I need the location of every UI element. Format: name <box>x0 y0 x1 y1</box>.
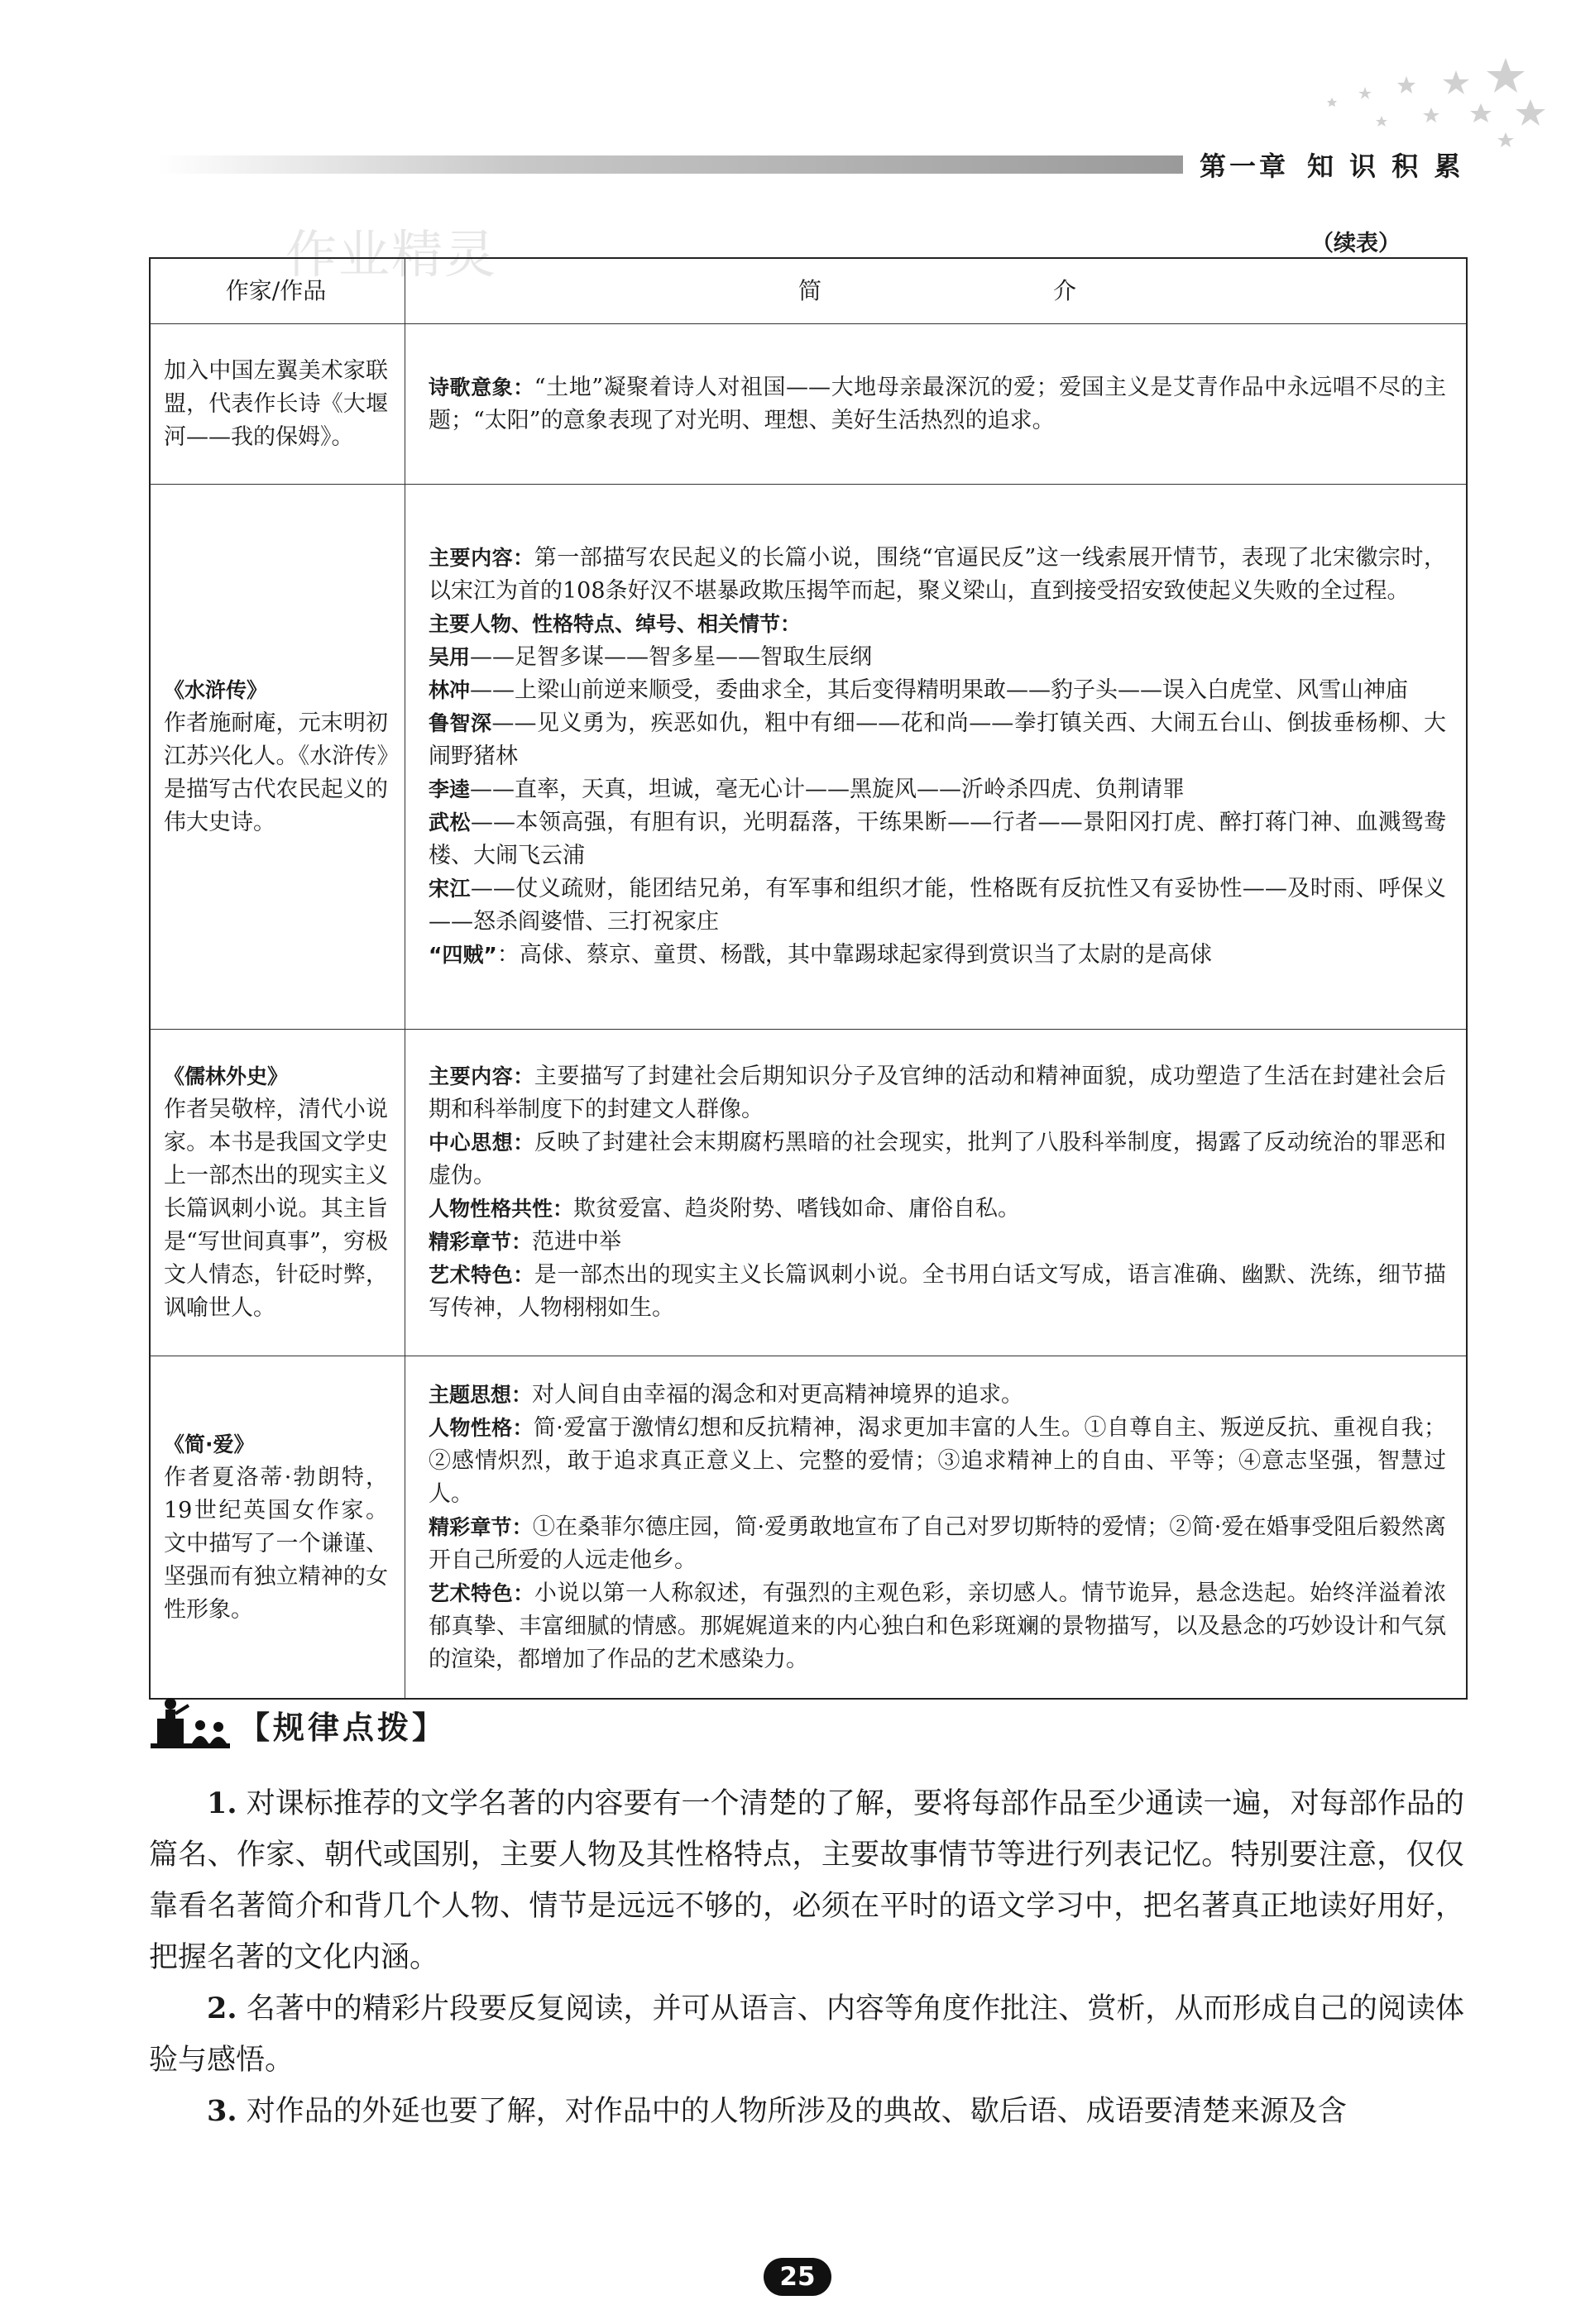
row-left-cell <box>151 1030 405 1356</box>
character-desc: ——见义勇为，疾恶如仇，粗中有细——花和尚——拳打镇关西、大闹五台山、倒拔垂杨柳、大闹野猪林 <box>429 710 1446 769</box>
character-desc: ——本领高强，有胆有识，光明磊落，干练果断——行者——景阳冈打虎、醉打蒋门神、血溅鸳鸯楼、大闹飞云浦 <box>429 810 1446 868</box>
character-desc: ：高俅、蔡京、童贯、杨戬，其中靠踢球起家得到赏识当了太尉的是高俅 <box>496 942 1212 968</box>
character-name: 林冲 <box>429 678 471 702</box>
character-name: 李逵 <box>429 777 471 801</box>
tip-paragraph <box>149 2086 1464 2137</box>
section-label: 主题思想： <box>429 1382 533 1407</box>
tip-number: 1. <box>207 1786 237 1820</box>
decorative-stars-icon <box>1158 25 1555 165</box>
row-left-cell <box>151 485 405 1029</box>
section-text: 简·爱富于激情幻想和反抗精神，渴求更加丰富的人生。①自尊自主、叛逆反抗、重视自我；②感情炽烈，敢于追求真正意义上、完整的爱情；③追求精神上的自由、平等；④意志坚强，智慧过人。 <box>429 1414 1446 1507</box>
col-header-intro-a: 简 <box>798 277 821 304</box>
row-right-cell <box>405 1356 1466 1698</box>
teacher-lecture-icon <box>149 1694 232 1752</box>
character-name: 吴用 <box>429 645 471 669</box>
row-left-cell <box>151 324 405 484</box>
section-label: 主要内容： <box>429 1064 534 1088</box>
section-text: ①在桑菲尔德庄园，简·爱勇敢地宣布了自己对罗切斯特的爱情；②简·爱在婚事受阻后毅然离开自己所爱的人远走他乡。 <box>429 1513 1446 1573</box>
section-label: 艺术特色： <box>429 1263 534 1287</box>
section-label: 艺术特色： <box>429 1580 534 1605</box>
table-row <box>151 484 1466 1029</box>
table-header-row <box>151 259 1466 323</box>
watermark: 作业精灵 <box>285 224 498 285</box>
section-label: 人物性格： <box>429 1415 534 1440</box>
row-right-cell <box>405 485 1466 1029</box>
row-right-cell <box>405 324 1466 484</box>
character-desc: ——仗义疏财，能团结兄弟，有军事和组织才能，性格既有反抗性又有妥协性——及时雨、呼保义——怒杀阎婆惜、三打祝家庄 <box>429 876 1446 935</box>
character-desc: ——上梁山前逆来顺受，委曲求全，其后变得精明果敢——豹子头——误入白虎堂、风雪山神庙 <box>470 677 1409 703</box>
col-header-author-work: 作家/作品 <box>151 259 405 323</box>
section-text: 第一部描写农民起义的长篇小说，围绕“官逼民反”这一线索展开情节，表现了北宋徽宗时，以宋江为首的108条好汉不堪暴政欺压揭竿而起，聚义梁山，直到接受招安致使起义失败的全过程。 <box>429 545 1446 604</box>
section-label: 主要内容： <box>429 546 534 570</box>
table-row <box>151 1356 1466 1698</box>
work-title: 《儒林外史》 <box>164 1064 289 1088</box>
row-right-cell <box>405 1030 1466 1356</box>
section-text: 主要描写了封建社会后期知识分子及官绅的活动和精神面貌，成功塑造了生活在封建社会后期和科举制度下的封建文人群像。 <box>429 1064 1446 1122</box>
col-header-intro <box>405 259 1466 323</box>
tip-text: 对课标推荐的文学名著的内容要有一个清楚的了解，要将每部作品至少通读一遍，对每部作品的篇名、作家、朝代或国别，主要人物及其性格特点，主要故事情节等进行列表记忆。特别要注意，仅仅靠看名著简介和背几个人物、情节是远远不够的，必须在平时的语文学习中，把名著真正地读好用好，把握名著的文化内涵。 <box>149 1787 1464 1974</box>
section-label: 诗歌意象： <box>429 375 534 399</box>
tips-title: 【规律点拨】 <box>238 1710 448 1746</box>
section-label: 人物性格共性： <box>429 1197 574 1221</box>
tip-text: 名著中的精彩片段要反复阅读，并可从语言、内容等角度作批注、赏析，从而形成自己的阅读体验与感悟。 <box>149 1992 1464 2077</box>
section-label: 中心思想： <box>429 1131 534 1155</box>
section-text: 是一部杰出的现实主义长篇讽刺小说。全书用白话文写成，语言准确、幽默、洗练，细节描写传神，人物栩栩如生。 <box>429 1262 1446 1321</box>
row-left-text: 加入中国左翼美术家联盟，代表作长诗《大堰河——我的保姆》。 <box>164 357 388 450</box>
page-number: 25 <box>764 2258 831 2296</box>
section-label: 知 识 积 累 <box>1307 151 1464 182</box>
section-label: 精彩章节： <box>429 1230 533 1254</box>
work-title: 《简·爱》 <box>164 1432 255 1456</box>
row-left-text: 作者夏洛蒂·勃朗特，19世纪英国女作家。文中描写了一个谦谨、坚强而有独立精神的女性形象。 <box>164 1464 388 1623</box>
col-header-intro-b: 介 <box>1053 277 1077 304</box>
section-text: “土地”凝聚着诗人对祖国——大地母亲最深沉的爱；爱国主义是艾青作品中永远唱不尽的主题；“太阳”的意象表现了对光明、理想、美好生活热烈的追求。 <box>429 374 1446 433</box>
character-name: 宋江 <box>429 877 471 901</box>
section-text: 欺贫爱富、趋炎附势、嗜钱如命、庸俗自私。 <box>573 1196 1021 1222</box>
work-title: 《水浒传》 <box>164 678 268 702</box>
section-text: 对人间自由幸福的渴念和对更高精神境界的追求。 <box>532 1381 1024 1408</box>
table-row <box>151 1029 1466 1356</box>
character-desc: ——足智多谋——智多星——智取生辰纲 <box>470 644 873 670</box>
tip-paragraph <box>149 1778 1464 1983</box>
section-text: 小说以第一人称叙述，有强烈的主观色彩，亲切感人。情节诡异，悬念迭起。始终洋溢着浓郁真挚、丰富细腻的情感。那娓娓道来的内心独白和色彩斑斓的景物描写，以及悬念的巧妙设计和气氛的渲染，都增加了作品的艺术感染力。 <box>429 1580 1446 1672</box>
row-left-cell <box>151 1356 405 1698</box>
character-name: 武松 <box>429 811 471 834</box>
character-name: “四贼” <box>429 943 497 967</box>
row-left-text: 作者吴敬梓，清代小说家。本书是我国文学史上一部杰出的现实主义长篇讽刺小说。其主旨是“写世间真事”，穷极文人情态，针砭时弊，讽喻世人。 <box>164 1097 388 1321</box>
works-table <box>149 257 1468 1700</box>
tip-paragraph <box>149 1983 1464 2086</box>
tip-number: 3. <box>207 2094 237 2128</box>
header-bar <box>157 155 1183 174</box>
table-row <box>151 323 1466 484</box>
row-left-text: 作者施耐庵，元末明初江苏兴化人。《水浒传》是描写古代农民起义的伟大史诗。 <box>164 710 388 835</box>
tip-text: 对作品的外延也要了解，对作品中的人物所涉及的典故、歇后语、成语要清楚来源及含 <box>246 2095 1347 2128</box>
character-name: 鲁智深 <box>429 711 492 735</box>
tip-number: 2. <box>207 1992 237 2025</box>
section-label: 主要人物、性格特点、绰号、相关情节： <box>429 612 802 636</box>
section-label: 精彩章节： <box>429 1514 533 1539</box>
character-desc: ——直率，天真，坦诚，毫无心计——黑旋风——沂岭杀四虎、负荆请罪 <box>470 777 1185 802</box>
continued-label: （续表） <box>1311 231 1401 256</box>
section-text: 反映了封建社会末期腐朽黑暗的社会现实，批判了八股科举制度，揭露了反动统治的罪恶和虚伪。 <box>429 1130 1446 1188</box>
section-text: 范进中举 <box>532 1229 622 1255</box>
chapter-label: 第一章 <box>1200 151 1290 182</box>
chapter-title <box>1200 146 1463 184</box>
